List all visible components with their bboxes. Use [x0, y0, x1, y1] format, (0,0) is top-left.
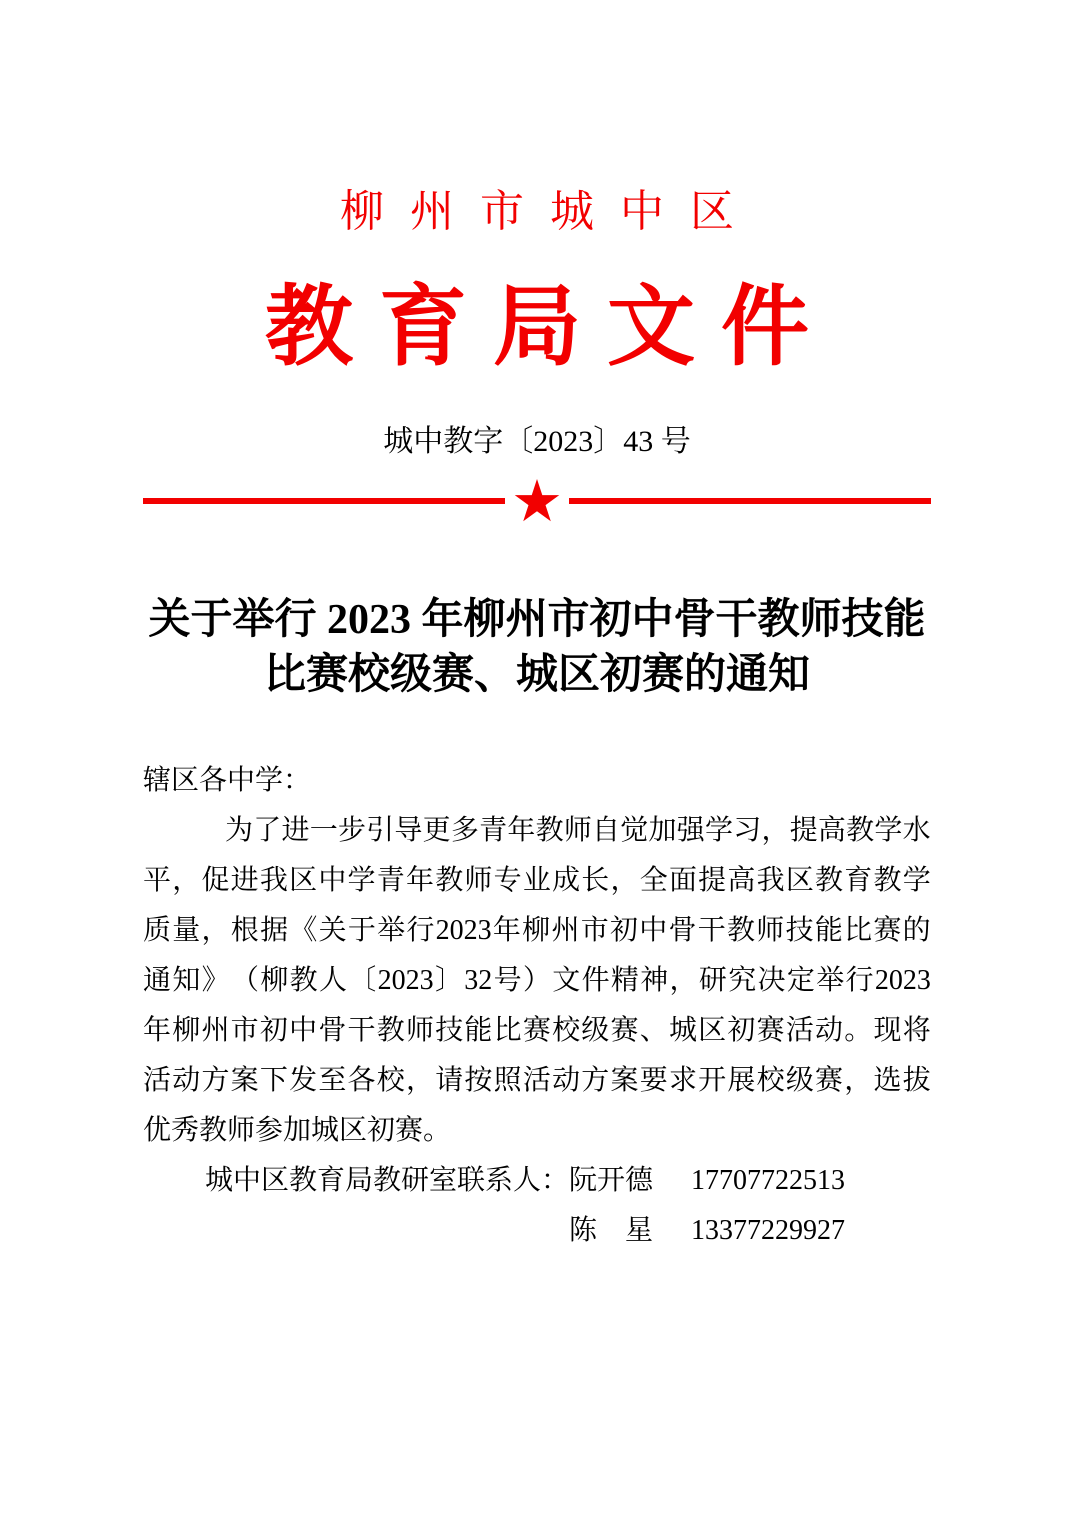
- notice-title: [143, 593, 931, 703]
- notice-body: [143, 756, 931, 1256]
- doc-number: 城中教字〔2023〕43 号: [383, 425, 691, 458]
- contact-phone: 17707722513: [691, 1165, 846, 1196]
- paragraph-line: 优秀教师参加城区初赛。: [143, 1115, 452, 1146]
- notice-title-line2: 比赛校级赛、城区初赛的通知: [263, 652, 810, 698]
- paragraph-line: 为 了 进 一 步 引 导 更 多 青 年 教 师 自 觉 加 强 学 习 ， 提 高 教 学 水: [225, 815, 931, 846]
- contact-line: [143, 1206, 931, 1256]
- paragraph-line: 年 柳 州 市 初 中 骨 干 教 师 技 能 比 赛 校 级 赛 、 城 区 初 赛 活 动 。 现 将: [143, 1015, 931, 1046]
- paragraph-line: 活 动 方 案 下 发 至 各 校 ， 请 按 照 活 动 方 案 要 求 开 展 校 级 赛 ， 选 拔: [143, 1065, 931, 1096]
- salutation: 辖区各中学：: [143, 765, 312, 796]
- contact-label: 城中区教育局教研室联系人：: [205, 1165, 570, 1196]
- rule-line-left: [143, 498, 505, 504]
- org-name-line1: 柳州市城中区: [340, 187, 760, 236]
- org-name-line2: 教育局文件: [264, 280, 835, 377]
- contact-name: 阮开德: [569, 1165, 654, 1196]
- rule-line-right: [569, 498, 931, 504]
- paragraph-line: 平 ， 促 进 我 区 中 学 青 年 教 师 专 业 成 长 ， 全 面 提 高 我 区 教 育 教 学: [143, 865, 931, 896]
- contact-line: [143, 1156, 931, 1206]
- contact-phone: 13377229927: [691, 1215, 846, 1246]
- notice-title-line1: 关于举行 2023 年柳州市初中骨干教师技能: [148, 597, 926, 643]
- red-rule: [143, 467, 931, 535]
- paragraph-line: 通 知 》 （ 柳 教 人 〔 2023 〕 32 号 ） 文 件 精 神 ， 研 究 决 定 举 行 2023: [143, 965, 931, 996]
- paragraph-line: 质 量 ， 根 据 《 关 于 举 行 2023 年 柳 州 市 初 中 骨 干 教 师 技 能 比 赛 的: [143, 915, 931, 946]
- star-icon: ★: [511, 467, 563, 535]
- contact-name: 陈 星: [569, 1215, 654, 1246]
